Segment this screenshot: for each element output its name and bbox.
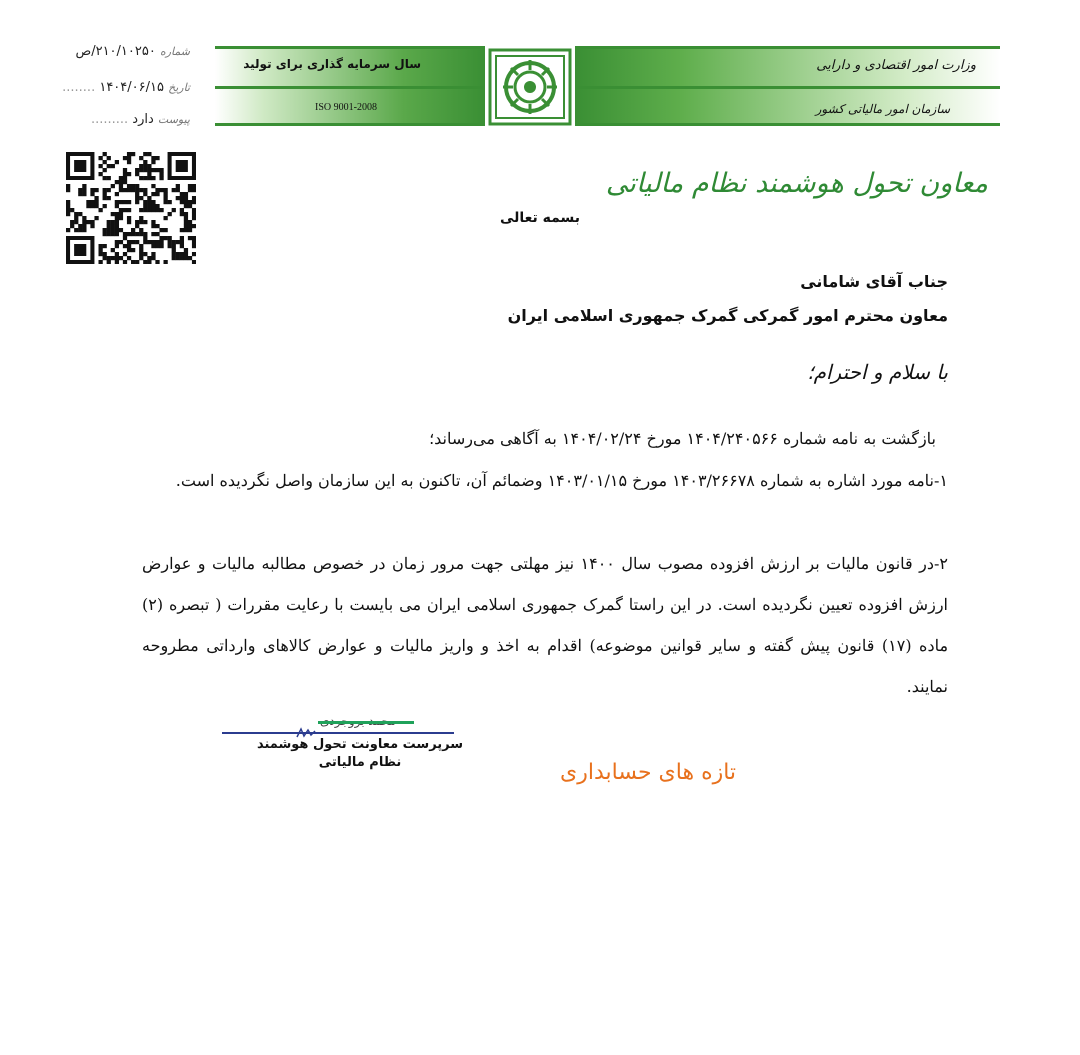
qr-code-icon bbox=[66, 152, 196, 264]
letter-number: ۲۱۰/۱۰۲۵۰/ص bbox=[75, 44, 156, 59]
letter-number-row bbox=[75, 44, 190, 59]
watermark-text: تازه های حسابداری bbox=[560, 760, 737, 785]
signer-title bbox=[250, 736, 470, 772]
bismillah: بسمه تعالی bbox=[499, 210, 581, 226]
body-item-1: ۱-نامه مورد اشاره به شماره ۱۴۰۳/۲۶۶۷۸ مورخ ۱۴۰۳/۰۱/۱۵ وضمائم آن، تاکنون به این سازمان واصل نگردیده است. bbox=[175, 471, 948, 490]
deputy-title: معاون تحول هوشمند نظام مالیاتی bbox=[605, 168, 988, 199]
organization-name: سازمان امور مالیاتی کشور bbox=[815, 102, 950, 116]
body-intro: بازگشت به نامه شماره ۱۴۰۴/۲۴۰۵۶۶ مورخ ۱۴۰۴/۰۲/۲۴ به آگاهی می‌رساند؛ bbox=[429, 429, 936, 448]
tax-emblem-icon bbox=[486, 46, 574, 128]
signer-title-line2: نظام مالیاتی bbox=[318, 755, 402, 770]
letter-attachment: دارد bbox=[132, 112, 154, 127]
signature-stroke-blue bbox=[222, 732, 454, 734]
recipient-name: جناب آقای شامانی bbox=[800, 272, 948, 291]
number-label: شماره bbox=[159, 45, 190, 58]
iso-label: ISO 9001-2008 bbox=[315, 102, 377, 113]
body-item-2: ۲-در قانون مالیات بر ارزش افزوده مصوب سال ۱۴۰۰ نیز مهلتی جهت مرور زمان در خصوص مطالبه مالیات و عوارض ارزش افزوده تعیین نگردیده است. در این راستا گمرک جمهوری اسلامی ایران می بایست با رعایت مقررات ( تبصره (۲) ماده (۱۷) قانون پیش گفته و سایر قوانین موضوعه) اقدام به اخذ و واریز مالیات و عوارض کالاهای وارداتی مطروحه نمایند. bbox=[142, 554, 949, 696]
date-label: تاریخ bbox=[168, 81, 190, 94]
year-slogan: سال سرمایه گذاری برای تولید bbox=[243, 57, 421, 71]
letter-date: ۱۴۰۴/۰۶/۱۵ bbox=[99, 80, 164, 95]
greeting: با سلام و احترام؛ bbox=[807, 360, 948, 384]
recipient-position: معاون محترم امور گمرکی گمرک جمهوری اسلامی ایران bbox=[507, 306, 948, 325]
signer-title-line1: سرپرست معاونت تحول هوشمند bbox=[256, 737, 464, 752]
signature-scribble-icon bbox=[296, 724, 316, 736]
attachment-label: پیوست bbox=[157, 113, 190, 126]
letter-date-row: تاریخ ۱۴۰۴/۰۶/۱۵ ........ bbox=[62, 80, 190, 95]
ministry-name: وزارت امور اقتصادی و دارایی bbox=[816, 58, 976, 73]
header-band-left bbox=[215, 46, 485, 126]
header-band-right bbox=[575, 46, 1000, 126]
letter-attachment-row: پیوست دارد ......... bbox=[90, 112, 190, 127]
signature-stroke-green bbox=[318, 721, 414, 724]
